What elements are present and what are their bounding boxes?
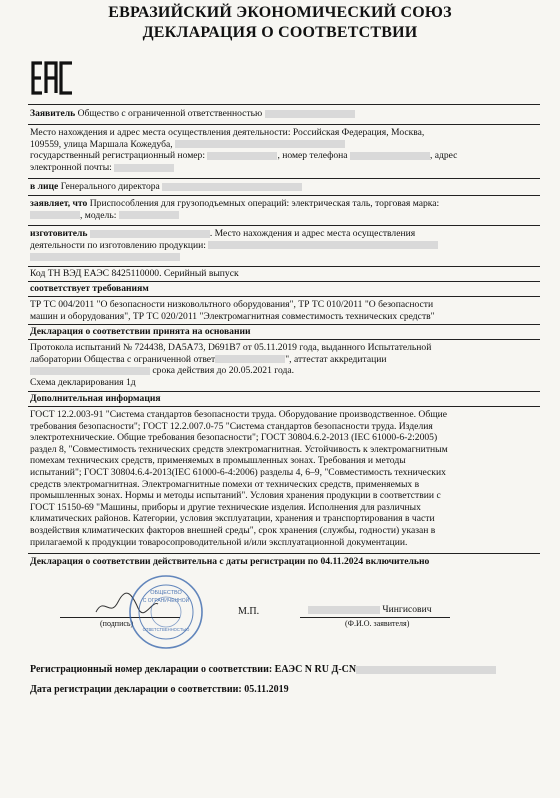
eac-logo: [30, 60, 76, 96]
basis-heading: Декларация о соответствии принята на основании: [30, 326, 251, 337]
hs-code: Код ТН ВЭД ЕАЭС 8425110000. Серийный выпуск: [30, 268, 239, 279]
signatory-name: Чингисович: [308, 604, 432, 615]
divider: [28, 281, 540, 282]
manufacturer-block: изготовитель . Место нахождения и адрес места осуществления деятельности по изготовлению продукции:: [30, 228, 538, 263]
registration-number: Регистрационный номер декларации о соответствии: ЕАЭС N RU Д-CN: [30, 664, 496, 675]
applicant-name: Общество с ограниченной ответственностью: [77, 108, 263, 119]
declares-block: заявляет, что Приспособления для грузоподъемных операций: электрическая таль, торговая марка: , модель:: [30, 198, 440, 221]
union-title: ЕВРАЗИЙСКИЙ ЭКОНОМИЧЕСКИЙ СОЮЗ: [108, 4, 452, 21]
divider: [28, 406, 540, 407]
validity-statement: Декларация о соответствии действительна с даты регистрации по 04.11.2024 включительно: [30, 556, 430, 567]
divider: [28, 104, 540, 105]
divider: [28, 178, 540, 179]
divider: [28, 324, 540, 325]
divider: [28, 124, 540, 125]
divider: [28, 296, 540, 297]
stamp-label: М.П.: [238, 606, 260, 617]
stamp-text-low: ОТВЕТСТВЕННОСТЬЮ: [142, 627, 190, 632]
additional-text: ГОСТ 12.2.003-91 "Система стандартов безопасности труда. Оборудование производственное. Общие требования безопасности"; ГОСТ 12.2.007.0-75 "Система стандартов безопасности труда. Изделия электротехнические. Общие требования безопасности"; ГОСТ 30804.6.2-2013 (IEC 61000-6-2:2005) раздел 8, "Совместимость технических средств электромагнитная. Устойчивость к электромагнитным помехам технических средств, применяемых в промышленных зонах. Требования и методы испытаний"; ГОСТ 30804.6.4-2013(IEC 61000-6-4:2006) разделы 4, 6–9, "Совместимость технических средств электромагнитная. Электромагнитные помехи от технических средств, применяемых в промышленных зонах. Нормы и методы испытаний". Условия хранения продукции в соответствии с ГОСТ 15150-69 "Машины, приборы и другие технические изделия. Исполнения для различных климатических районов. Категории, условия эксплуатации, хранения и транспортирования в части воздействия климатических факторов внешней среды", срок хранения (службы, годности) указан в прилагаемой к продукции товаросопроводительной и/или эксплуатационной документации.: [30, 409, 448, 548]
divider: [28, 339, 540, 340]
basis-text: Протокола испытаний № 724438, DA5A73, D691B7 от 05.11.2019 года, выданного Испытательной лаборатории Общества с ограниченной ответ ", аттестат аккредитации срока действия до 20.05.2021 года. Схема декларирования 1д: [30, 342, 432, 388]
redacted-text: [265, 110, 355, 118]
location-block: Место нахождения и адрес места осуществления деятельности: Российская Федерация, Москва, 109559, улица Маршала Кожедуба, государственный регистрационный номер: , номер телефона , адрес электронной почты:: [30, 127, 458, 173]
company-stamp: [128, 574, 204, 650]
divider: [28, 553, 540, 554]
divider: [28, 266, 540, 267]
stamp-text-mid: С ОГРАНИЧЕННОЙ: [142, 598, 190, 604]
signature-caption: (подпись): [100, 619, 134, 628]
signatory-line: [300, 617, 450, 618]
signatory-caption: (Ф.И.О. заявителя): [345, 619, 410, 628]
requirements-heading: соответствует требованиям: [30, 283, 149, 294]
divider: [28, 391, 540, 392]
stamp-text-top: ОБЩЕСТВО: [150, 590, 182, 596]
divider: [28, 225, 540, 226]
applicant-row: Заявитель Общество с ограниченной ответственностью: [30, 108, 538, 120]
requirements-text: ТР ТС 004/2011 "О безопасности низковольтного оборудования", ТР ТС 010/2011 "О безопасности машин и оборудования", ТР ТС 020/2011 "Электромагнитная совместимость технических средств": [30, 299, 435, 322]
representative-row: в лице Генерального директора: [30, 181, 538, 193]
registration-date: Дата регистрации декларации о соответствии: 05.11.2019: [30, 684, 289, 695]
additional-heading: Дополнительная информация: [30, 393, 161, 404]
document-title: ДЕКЛАРАЦИЯ О СООТВЕТСТВИИ: [142, 24, 418, 41]
divider: [28, 195, 540, 196]
